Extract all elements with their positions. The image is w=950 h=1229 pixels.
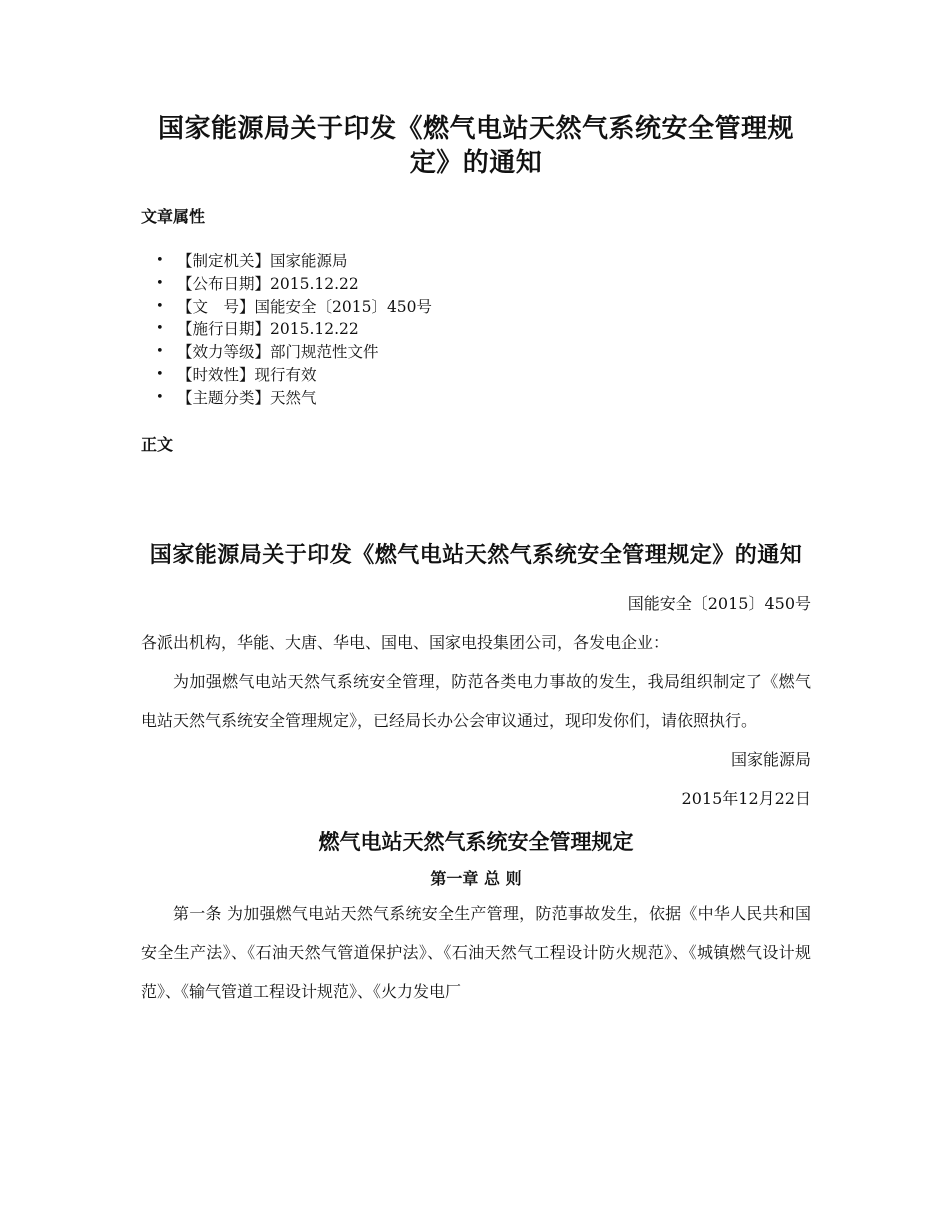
bullet-icon: • — [156, 298, 164, 314]
attribute-text: 【公布日期】2015.12.22 — [177, 274, 359, 293]
regulation-title: 燃气电站天然气系统安全管理规定 — [318, 829, 634, 854]
attribute-item-effective-date — [156, 318, 811, 341]
body-heading: 正文 — [141, 434, 174, 454]
bullet-icon: • — [156, 389, 164, 405]
attribute-item-validity — [156, 364, 811, 387]
bullet-icon: • — [156, 275, 164, 291]
document-number: 国能安全〔2015〕450号 — [627, 593, 811, 613]
attributes-heading: 文章属性 — [141, 207, 206, 226]
issue-date: 2015年12月22日 — [681, 788, 811, 808]
notice-title: 国家能源局关于印发《燃气电站天然气系统安全管理规定》的通知 — [149, 542, 803, 568]
attribute-item-document-number — [156, 296, 811, 319]
recipients: 各派出机构，华能、大唐、华电、国电、国家电投集团公司，各发电企业： — [141, 632, 670, 652]
attribute-item-subject-category — [156, 387, 811, 410]
attribute-item-publish-date — [156, 273, 811, 296]
document-page — [141, 0, 811, 1011]
document-title: 国家能源局关于印发《燃气电站天然气系统安全管理规定》的通知 — [157, 114, 794, 178]
notice-paragraph: 为加强燃气电站天然气系统安全管理，防范各类电力事故的发生，我局组织制定了《燃气电站天然气系统安全管理规定》，已经局长办公会审议通过，现印发你们，请依照执行。 — [141, 671, 811, 730]
attribute-item-issuing-authority — [156, 250, 811, 273]
bullet-icon: • — [156, 344, 164, 360]
attribute-text: 【主题分类】天然气 — [177, 388, 317, 407]
attribute-text: 【制定机关】国家能源局 — [177, 252, 348, 270]
attribute-text: 【时效性】现行有效 — [177, 365, 317, 384]
chapter-title: 第一章 总 则 — [430, 868, 522, 888]
issuer-signature: 国家能源局 — [730, 749, 811, 769]
article-1: 第一条 为加强燃气电站天然气系统安全生产管理，防范事故发生，依据《中华人民共和国安全生产法》、《石油天然气管道保护法》、《石油天然气工程设计防火规范》、《城镇燃气设计规范》、《输气管道工程设计规范》、《火力发电厂 — [141, 903, 811, 1001]
attribute-text: 【效力等级】部门规范性文件 — [177, 343, 379, 362]
attribute-text: 【文 号】国能安全〔2015〕450号 — [177, 297, 433, 316]
attribute-item-legal-level — [156, 341, 811, 364]
bullet-icon: • — [156, 321, 164, 337]
attributes-list — [141, 250, 811, 410]
bullet-icon: • — [156, 253, 164, 268]
attribute-text: 【施行日期】2015.12.22 — [177, 320, 359, 339]
bullet-icon: • — [156, 366, 164, 382]
